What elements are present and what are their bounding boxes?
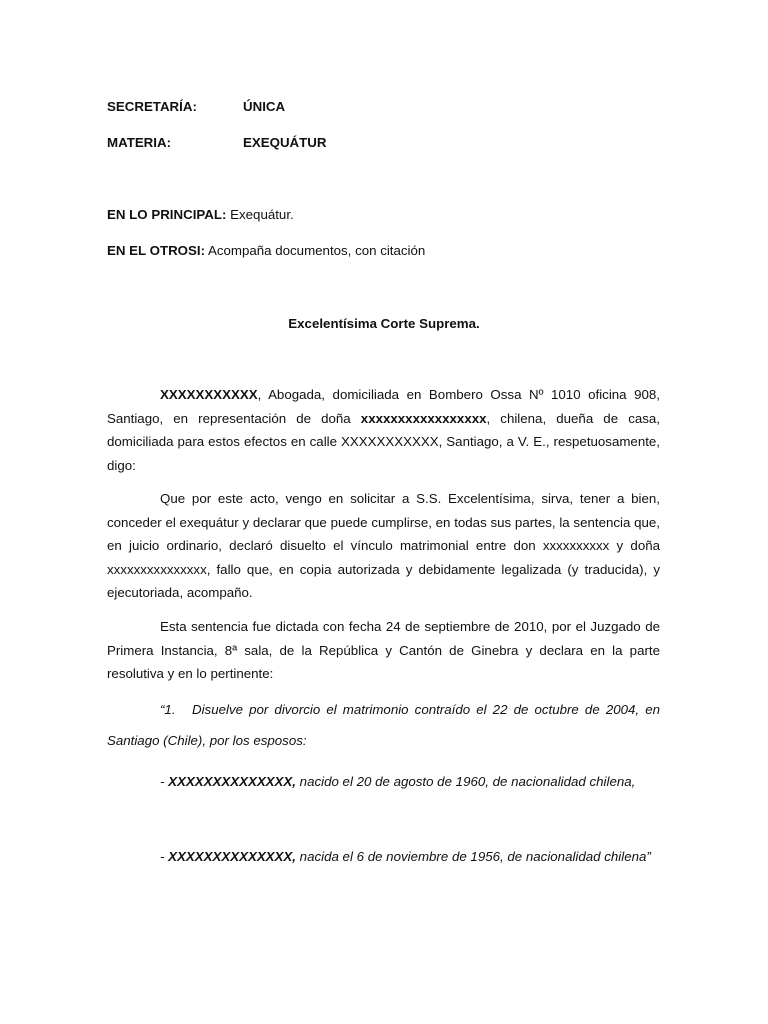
solicitud-text: Que por este acto, vengo en solicitar a S.S. Excelentísima, sirva, tener a bien, conceder el exequátur y declarar que puede cumplirse, en todas sus partes, la sentencia que, en juicio ordinario, declaró disuelto el vínculo matrimonial entre don xxxxxxxxxx y doña xxxxxxxxxxxxxxx, fallo que, en copia autorizada y debidamente legalizada (y traducida), y ejecutoriada, acompaño. [107,491,660,600]
quote-item-1-text: Disuelve por divorcio el matrimonio contraído el 22 de octubre de 2004, en Santiago (Chile), por los esposos: [107,702,660,748]
principal-label: EN LO PRINCIPAL: [107,207,227,222]
presentacion-text-1: , Abogada, domiciliada en Bombero Ossa Nº 1010 oficina 908, Santiago, en representación de doña [107,387,660,426]
wife-name: XXXXXXXXXXXXXX, [168,849,296,864]
materia-value: EXEQUÁTUR [243,135,327,150]
secretaria-value: ÚNICA [243,99,286,114]
otrosi-line [107,243,425,258]
quote-item-3-text: nacida el 6 de noviembre de 1956, de nacionalidad chilena” [295,849,651,864]
lawyer-name: XXXXXXXXXXX [160,387,258,402]
quote-item-2-text: nacido el 20 de agosto de 1960, de nacionalidad chilena, [295,774,636,789]
quote-item-3 [107,841,660,872]
presentacion-text-2: , chilena, dueña de casa, domiciliada para estos efectos en calle XXXXXXXXXXX, Santiago, a V. E., respetuosamente, digo: [107,410,660,473]
principal-line [107,207,294,222]
paragraph-solicitud [107,487,660,605]
quote-item-2-dash: - [160,774,169,789]
secretaria-row [107,99,286,114]
quote-number: “1. [160,702,176,717]
client-name: xxxxxxxxxxxxxxxxx [360,410,487,426]
materia-row [107,135,327,150]
paragraph-sentencia [107,615,660,686]
paragraph-presentacion [107,383,660,477]
materia-label: MATERIA: [107,135,172,150]
quote-item-1 [107,694,660,756]
otrosi-label: EN EL OTROSI: [107,243,206,258]
quote-item-3-dash: - [160,849,169,864]
sentencia-text: Esta sentencia fue dictada con fecha 24 de septiembre de 2010, por el Juzgado de Primera Instancia, 8ª sala, de la República y Cantón de Ginebra y declara en la parte resolutiva y en lo pertinente: [107,619,660,681]
secretaria-label: SECRETARÍA: [107,99,197,114]
quote-item-2 [107,766,660,797]
principal-value: Exequátur. [226,207,294,222]
addressee: Excelentísima Corte Suprema. [288,316,480,331]
otrosi-value: Acompaña documentos, con citación [205,243,426,258]
husband-name: XXXXXXXXXXXXXX, [168,774,296,789]
